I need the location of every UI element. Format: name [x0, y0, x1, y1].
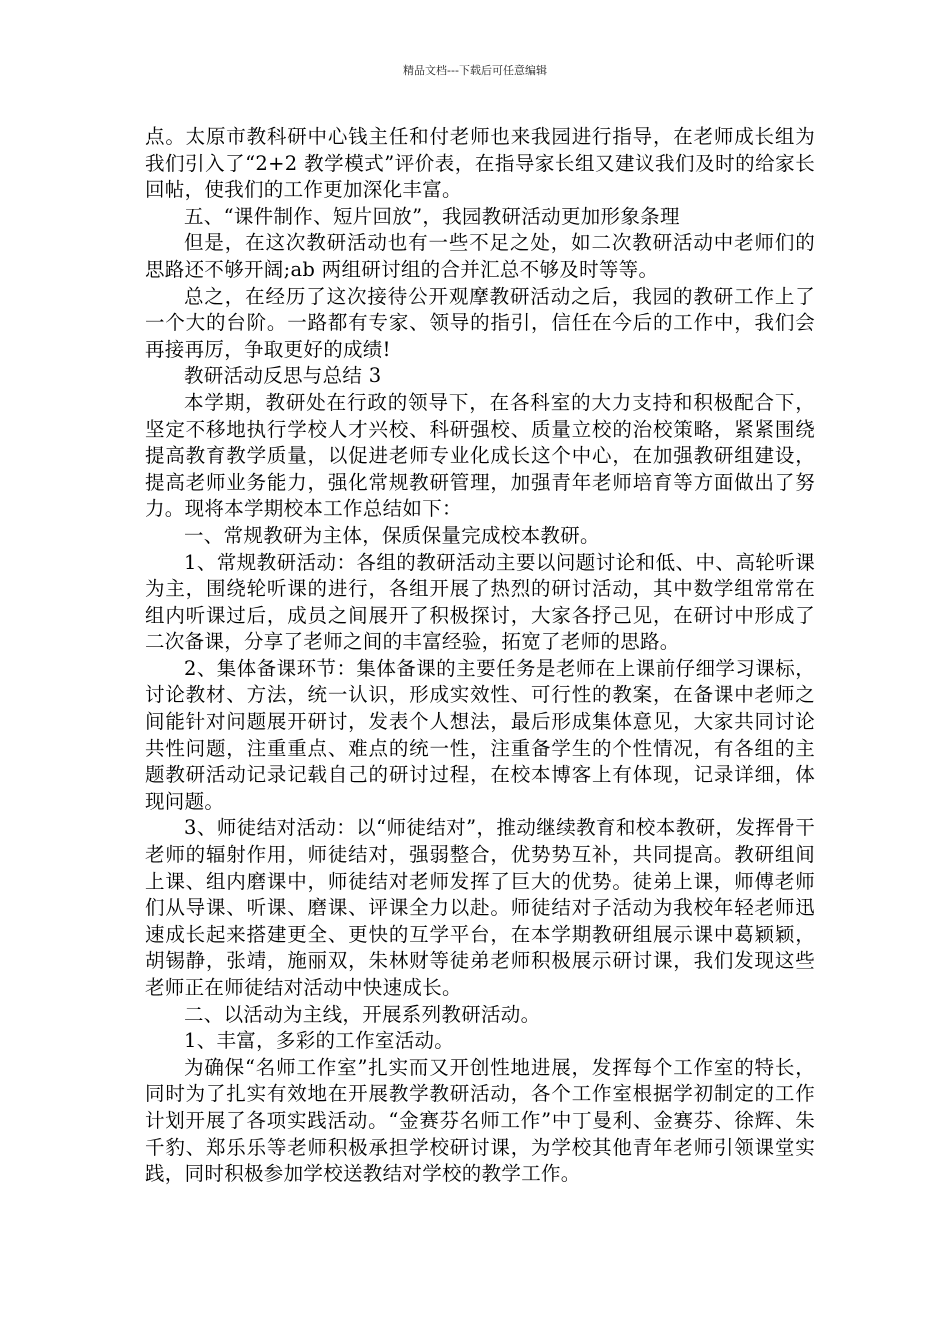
- paragraph: 2、集体备课环节：集体备课的主要任务是老师在上课前仔细学习课标，讨论教材、方法，统一认识，形成实效性、可行性的教案，在备课中老师之间能针对问题展开研讨，发表个人想法，最后形成集体意见，大家共同讨论共性问题，注重重点、难点的统一性，注重备学生的个性情况，有各组的主题教研活动记录记载自己的研讨过程，在校本博客上有体现，记录详细，体现问题。: [145, 656, 815, 813]
- document-title: 教研活动反思与总结 3: [184, 364, 382, 388]
- section-heading: 五、“课件制作、短片回放”，我园教研活动更加形象条理: [184, 204, 680, 228]
- paragraph: 总之，在经历了这次接待公开观摩教研活动之后，我园的教研工作上了一个大的台阶。一路都有专家、领导的指引，信任在今后的工作中，我们会再接再厉，争取更好的成绩!: [145, 284, 815, 361]
- paragraph: 但是，在这次教研活动也有一些不足之处，如二次教研活动中老师们的思路还不够开阔;ab 两组研讨组的合并汇总不够及时等等。: [145, 231, 815, 281]
- paragraph: 点。太原市教科研中心钱主任和付老师也来我园进行指导，在老师成长组为我们引入了“2+2 教学模式”评价表，在指导家长组又建议我们及时的给家长回帖，使我们的工作更加深化丰富。: [145, 125, 815, 202]
- document-body: [145, 124, 815, 1188]
- subsection-heading: 1、丰富，多彩的工作室活动。: [184, 1029, 455, 1053]
- section-heading: 二、以活动为主线，开展系列教研活动。: [184, 1002, 541, 1026]
- page-header: 精品文档---下载后可任意编辑: [403, 64, 547, 77]
- paragraph: 3、师徒结对活动：以“师徒结对”，推动继续教育和校本教研，发挥骨干老师的辐射作用，师徒结对，强弱整合，优势势互补，共同提高。教研组间上课、组内磨课中，师徒结对老师发挥了巨大的优势。徒弟上课，师傅老师们从导课、听课、磨课、评课全力以赴。师徒结对子活动为我校年轻老师迅速成长起来搭建更全、更快的互学平台，在本学期教研组展示课中葛颖颖，胡锡静，张靖，施丽双，朱林财等徒弟老师积极展示研讨课，我们发现这些老师正在师徒结对活动中快速成长。: [145, 816, 815, 999]
- paragraph: 本学期，教研处在行政的领导下，在各科室的大力支持和积极配合下，坚定不移地执行学校人才兴校、科研强校、质量立校的治校策略，紧紧围绕提高教育教学质量，以促进老师专业化成长这个中心，在加强教研组建设，提高老师业务能力，强化常规教研管理，加强青年老师培育等方面做出了努力。现将本学期校本工作总结如下：: [145, 390, 815, 521]
- paragraph: 为确保“名师工作室”扎实而又开创性地进展，发挥每个工作室的特长，同时为了扎实有效地在开展教学教研活动，各个工作室根据学初制定的工作计划开展了各项实践活动。“金赛芬名师工作”中丁曼利、金赛芬、徐辉、朱千豹、郑乐乐等老师积极承担学校研讨课，为学校其他青年老师引领课堂实践，同时积极参加学校送教结对学校的教学工作。: [145, 1055, 815, 1186]
- paragraph: 1、常规教研活动：各组的教研活动主要以问题讨论和低、中、高轮听课为主，围绕轮听课的进行，各组开展了热烈的研讨活动，其中数学组常常在组内听课过后，成员之间展开了积极探讨，大家各抒己见，在研讨中形成了二次备课，分享了老师之间的丰富经验，拓宽了老师的思路。: [145, 550, 815, 654]
- section-heading: 一、常规教研为主体，保质保量完成校本教研。: [184, 523, 600, 547]
